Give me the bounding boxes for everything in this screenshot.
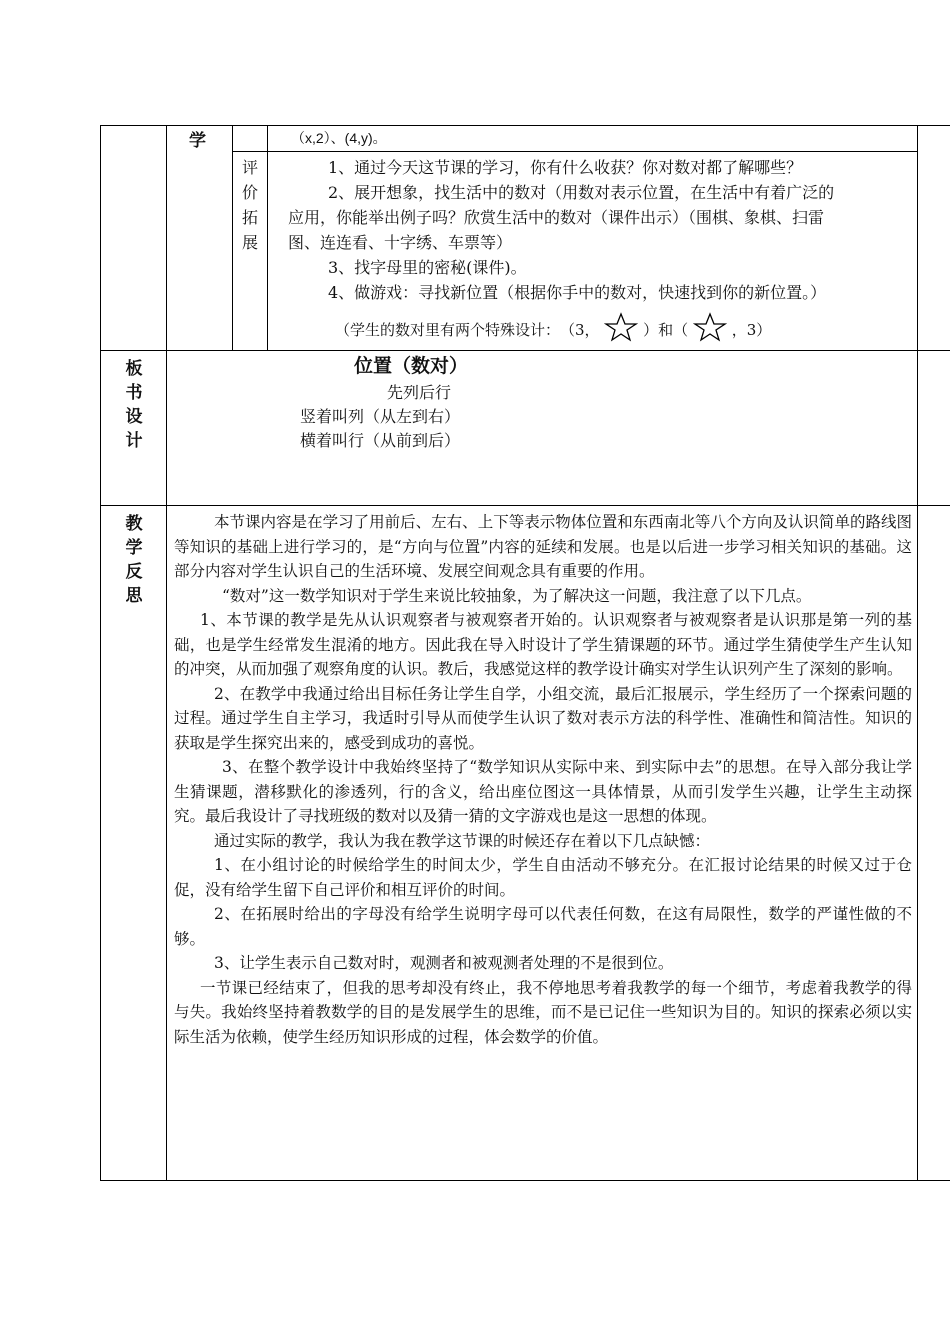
reflection-label-char: 学 <box>125 538 143 558</box>
reflection-paragraph: 一节课已经结束了，但我的思考却没有终止，我不停地思考着我教学的每一个细节，考虑着我教学的得与失。我始终坚持着教数学的目的是发展学生的思维，而不是已记住一些知识为目的。知识的探索必须以实际生活为依赖，使学生经历知识形成的过程，体会数学的价值。 <box>174 978 912 1046</box>
board-label-char: 书 <box>125 383 143 403</box>
board-line: 横着叫行（从前到后） <box>300 431 461 450</box>
reflection-paragraph: 2、在教学中我通过给出目标任务让学生自学，小组交流，最后汇报展示，学生经历了一个探索问题的过程。通过学生自主学习，我适时引导从而使学生认识了数对表示方法的科学性、准确性和简洁性。知识的获取是学生探究出来的，感受到成功的喜悦。 <box>174 684 912 752</box>
star-icon <box>604 312 638 350</box>
table-border <box>100 125 950 126</box>
table-border <box>100 505 950 506</box>
reflection-paragraph: 通过实际的教学，我认为我在教学这节课的时候还存在着以下几点缺憾： <box>214 831 711 850</box>
stage-label: 学 <box>189 131 206 151</box>
table-border <box>917 125 918 1180</box>
reflection-label-char: 思 <box>125 586 143 606</box>
eval-label-char: 价 <box>241 183 258 202</box>
reflection-label-char: 反 <box>125 562 143 582</box>
reflection-paragraph: 3、让学生表示自己数对时，观测者和被观测者处理的不是很到位。 <box>214 954 674 972</box>
eval-item: 图、连连看、十字绣、车票等） <box>288 233 513 252</box>
reflection-label-char: 教 <box>125 514 143 534</box>
eval-item: 4、做游戏：寻找新位置（根据你手中的数对，快速找到你的新位置。） <box>328 283 827 302</box>
reflection-paragraph: 1、在小组讨论的时候给学生的时间太少，学生自由活动不够充分。在汇报讨论结果的时候又过于仓促，没有给学生留下自己评价和相互评价的时间。 <box>174 856 912 899</box>
board-line: 先列后行 <box>387 383 452 402</box>
eval-label-char: 拓 <box>241 208 258 227</box>
table-border <box>100 1180 950 1181</box>
table-border <box>166 125 167 1180</box>
special-design-prefix: （学生的数对里有两个特殊设计： （3， <box>335 321 600 339</box>
eval-label-char: 评 <box>241 158 258 177</box>
table-border <box>232 151 918 152</box>
eval-item: 2、展开想象，找生活中的数对（用数对表示位置，在生活中有着广泛的 <box>328 183 835 202</box>
table-border <box>100 125 101 1180</box>
eval-item: 1、通过今天这节课的学习，你有什么收获？你对数对都了解哪些？ <box>328 158 803 177</box>
eval-label-char: 展 <box>241 233 258 252</box>
continued-line: （x,2）、(4,y)。 <box>291 130 387 146</box>
table-border <box>100 350 950 351</box>
reflection-paragraph: 3、在整个教学设计中我始终坚持了“数学知识从实际中来、到实际中去”的思想。在导入部分我让学生猜课题，潜移默化的渗透列，行的含义，给出座位图这一具体情景，从而引发学生兴趣，让学生主动探究。最后我设计了寻找班级的数对以及猜一猜的文字游戏也是这一思想的体现。 <box>174 758 912 825</box>
board-label-char: 板 <box>125 359 143 379</box>
star-icon <box>693 312 727 350</box>
reflection-body <box>174 510 912 1049</box>
eval-item: 3、找字母里的密秘(课件)。 <box>328 258 527 277</box>
reflection-paragraph: 2、在拓展时给出的字母没有给学生说明字母可以代表任何数，在这有局限性，数学的严谨性做的不够。 <box>174 905 912 948</box>
table-border <box>232 125 233 350</box>
reflection-paragraph: “数对”这一数学知识对于学生来说比较抽象，为了解决这一问题，我注意了以下几点。 <box>222 586 812 605</box>
special-design-suffix: ，3） <box>731 321 772 339</box>
table-border <box>267 125 268 350</box>
board-title: 位置（数对） <box>354 355 469 377</box>
reflection-paragraph: 1、本节课的教学是先从认识观察者与被观察者开始的。认识观察者与被观察者是认识那是第一列的基础，也是学生经常发生混淆的地方。因此我在导入时设计了学生猜课题的环节。通过学生猜使学生产生认知的冲突，从而加强了观察角度的认识。教后，我感觉这样的教学设计确实对学生认识列产生了深刻的影响。 <box>174 611 912 678</box>
board-label-char: 计 <box>125 431 143 451</box>
reflection-paragraph: 本节课内容是在学习了用前后、左右、上下等表示物体位置和东西南北等八个方向及认识简单的路线图等知识的基础上进行学习的，是“方向与位置”内容的延续和发展。也是以后进一步学习相关知识的基础。这部分内容对学生认识自己的生活环境、发展空间观念具有重要的作用。 <box>174 513 912 580</box>
eval-item: 应用，你能举出例子吗？欣赏生活中的数对（课件出示）（围棋、象棋、扫雷 <box>288 208 825 227</box>
board-label-char: 设 <box>125 407 143 427</box>
board-line: 竖着叫列（从左到右） <box>300 407 461 426</box>
special-design-mid: ）和（ <box>643 321 689 339</box>
special-design-line <box>335 312 771 350</box>
